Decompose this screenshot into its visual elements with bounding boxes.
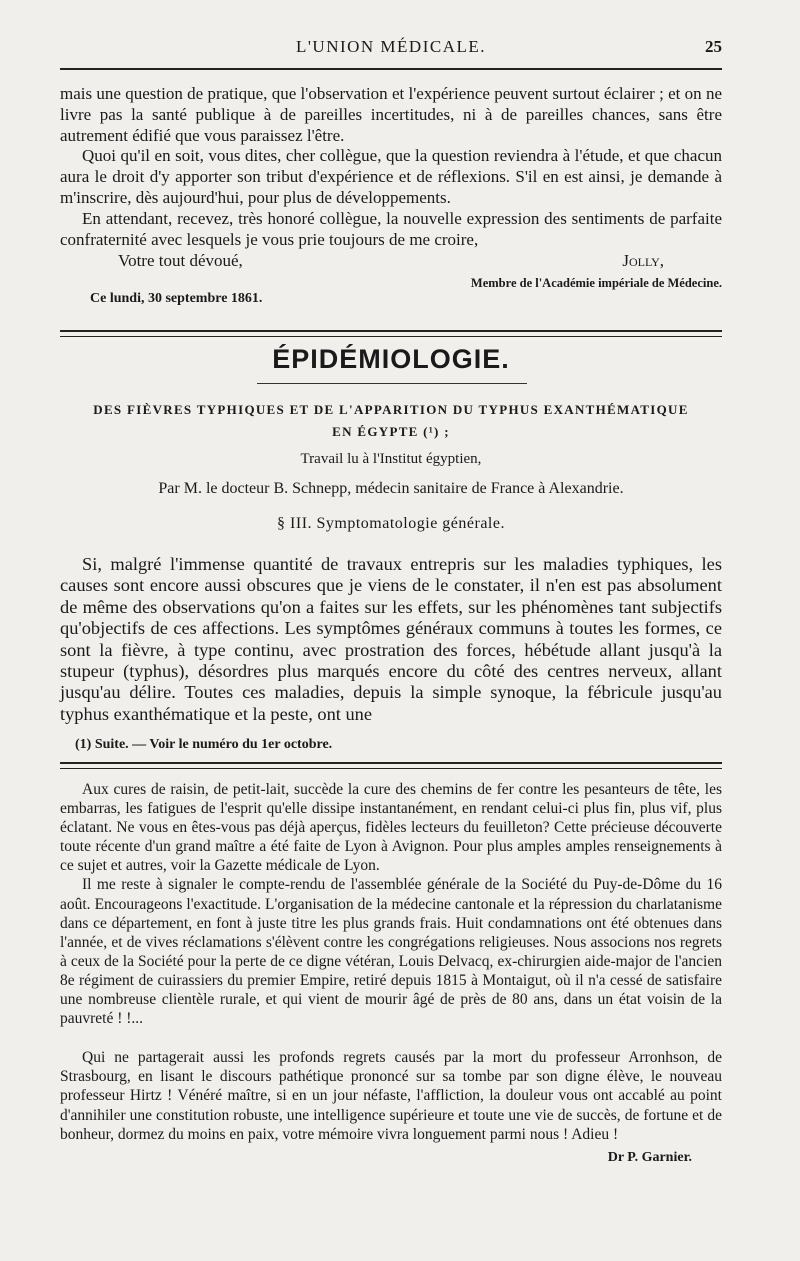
header-rule <box>60 68 722 70</box>
feuilleton-paragraph: Aux cures de raisin, de petit-lait, succède la cure des chemins de fer contre les pesanteurs de tête, les embarras, les fatigues de l'esprit qu'elle dissipe instantanément, en rendant celui-ci plus fin, plus vif, plus éclatant. Ne vous en êtes-vous pas déjà aperçus, fidèles lecteurs du feuilleton? Cette précieuse découverte toute récente d'un grand maître a été faite de Lyon à Avignon. Pour plus amples amples renseignements à ce sujet et autres, voir la Gazette médicale de Lyon. <box>60 781 722 875</box>
dateline: Ce lundi, 30 septembre 1861. <box>90 291 263 307</box>
section-rule <box>60 336 722 337</box>
letter-signer: Jolly, <box>622 251 664 271</box>
signer-title: Membre de l'Académie impériale de Médecine. <box>470 276 722 291</box>
article-body: Si, malgré l'immense quantité de travaux entrepris sur les maladies typhiques, les causes sont encore aussi obscures que je viens de le constater, il n'en est pas absolument de même des observations qu'on a faites sur les effets, sur les phénomènes tant subjectifs qu'objectifs de ces affections. Les symptômes généraux communs à toutes les formes, ce sont la fièvre, à type continu, avec prostration des forces, hébétude allant jusqu'à la stupeur (typhus), désordres plus marqués encore du côté des centres nerveux, allant jusqu'au délire. Toutes ces maladies, depuis la simple synoque, la fébricule jusqu'au typhus exanthématique et la peste, ont une <box>60 554 722 724</box>
section-rule <box>60 330 722 332</box>
page-number: 25 <box>705 37 722 56</box>
running-title: L'UNION MÉDICALE. <box>295 37 487 56</box>
page-header <box>60 37 722 61</box>
subsection-heading: § III. Symptomatologie générale. <box>277 515 505 532</box>
paragraph-gap <box>60 1028 722 1048</box>
feuilleton-paragraph: Il me reste à signaler le compte-rendu de l'assemblée générale de la Société du Puy-de-Dôme du 16 août. Encourageons l'exactitude. L'organisation de la médecine cantonale et la répression du charlatanisme dans ce département, en font à juste titre les plus grands frais. Huit condamnations ont été obtenues dans l'année, et de vives réclamations s'élèvent contre les congrégations religieuses. Nous associons nos regrets à ceux de la Société pour la perte de ce digne vétéran, Louis Delvacq, ex-chirurgien aide-major de l'ancien 8e régiment de cuirassiers du premier Empire, retiré depuis 1815 à Montaigut, où il n'a cessé de satisfaire une nombreuse clientèle rurale, et qui vient de mourir âgé de près de 80 ans, dans un état voisin de la pauvreté ! !... <box>60 876 722 1028</box>
letter-signature-row <box>118 250 722 272</box>
letter-paragraph: Quoi qu'il en soit, vous dites, cher collègue, que la question reviendra à l'étude, et que chacun aura le droit d'y apporter son tribut d'expérience et de réflexions. S'il en est ainsi, je demande à m'inscrire, dès aujourd'hui, pour plus de développements. <box>60 146 722 207</box>
footnote: (1) Suite. — Voir le numéro du 1er octobre. <box>75 737 333 752</box>
letter-paragraph: En attendant, recevez, très honoré collègue, la nouvelle expression des sentiments de parfaite confraternité avec lesquels je vous prie toujours de me croire, <box>60 208 722 249</box>
title-rule <box>257 383 527 384</box>
feuilleton-rule <box>60 768 722 769</box>
article-title-line: EN ÉGYPTE (¹) ; <box>332 424 450 439</box>
letter-block <box>60 84 722 308</box>
section-title: ÉPIDÉMIOLOGIE. <box>272 344 510 374</box>
feuilleton <box>60 780 722 1167</box>
feuilleton-paragraph: Qui ne partagerait aussi les profonds regrets causés par la mort du professeur Arronhson, de Strasbourg, en lisant le discours pathétique prononcé sur sa tombe par son digne élève, le nouveau professeur Hirtz ! Vénéré maître, si en un jour néfaste, l'affliction, la douleur vous ont accablé au point d'annihiler une constitution robuste, une intelligence supérieure et toute une vie de succès, de fortune et de bonheur, dormez du moins en paix, votre mémoire vivra longuement parmi nous ! Adieu ! <box>60 1049 722 1143</box>
read-line: Travail lu à l'Institut égyptien, <box>300 451 482 467</box>
feuilleton-signature: Dr P. Garnier. <box>607 1149 692 1165</box>
article-title <box>60 399 722 443</box>
letter-closing: Votre tout dévoué, <box>118 251 243 271</box>
article-title-line: DES FIÈVRES TYPHIQUES ET DE L'APPARITION DU TYPHUS EXANTHÉMATIQUE <box>93 402 689 417</box>
letter-paragraph: mais une question de pratique, que l'observation et l'expérience peuvent surtout éclairer ; et on ne livre pas la santé publique à de pareilles incertitudes, ni à de pareilles chances, sans être autrement édifié que vous paraissez l'être. <box>60 84 722 145</box>
author-line: Par M. le docteur B. Schnepp, médecin sanitaire de France à Alexandrie. <box>158 480 624 497</box>
feuilleton-rule <box>60 762 722 764</box>
